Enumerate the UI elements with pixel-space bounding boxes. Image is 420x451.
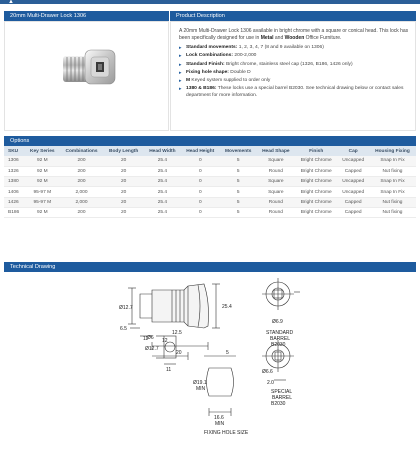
bullet-arrow-icon: ▸	[179, 45, 182, 52]
dim-d19-1: Ø19.1	[193, 380, 207, 386]
options-header: Options	[4, 136, 416, 146]
col-head-height: Head Height	[181, 146, 220, 156]
col-finish: Finish	[295, 146, 337, 156]
options-table	[4, 146, 416, 218]
cell-body-length: 20	[103, 207, 144, 217]
cell-combinations: 200	[60, 156, 104, 166]
dim-min-1: MIN	[196, 386, 206, 392]
cell-head-height: 0	[181, 177, 220, 187]
technical-drawing-header: Technical Drawing	[4, 262, 416, 272]
cell-head-height: 0	[181, 197, 220, 207]
special-barrel-labels	[262, 369, 292, 407]
bullet-special-barrel: ▸ 1380 & B186: These locks use a special barrel B2030. See technical drawing below or contact sales department for more information.	[179, 86, 404, 98]
col-head-width: Head Width	[144, 146, 181, 156]
technical-drawing	[4, 272, 416, 444]
dim-d6-9: Ø6.9	[272, 319, 283, 325]
cell-finish: Bright Chrome	[295, 177, 337, 187]
cell-head-width: 25.4	[144, 156, 181, 166]
cell-sku: 1306	[4, 156, 25, 166]
cell-sku: 1426	[4, 197, 25, 207]
cell-head-width: 25.4	[144, 177, 181, 187]
fixing-hole-labels	[193, 380, 249, 436]
special-barrel-line2: BARREL	[272, 395, 293, 401]
top-nav-strip	[0, 0, 420, 4]
cell-cap: Uncapped	[337, 177, 368, 187]
dim-min-2: MIN	[215, 421, 225, 427]
bullet-lock-combinations: ▸ Lock Combinations: 200-2,000	[179, 53, 257, 60]
bullet-fixing-hole-shape: ▸ Fixing hole shape: Double D	[179, 69, 251, 76]
cell-head-shape: Square	[257, 187, 295, 197]
cell-combinations: 2,000	[60, 187, 104, 197]
cell-movements: 5	[220, 187, 257, 197]
lock-product-image	[5, 22, 170, 132]
bullet-arrow-icon: ▸	[179, 69, 182, 76]
cell-housing-fixing: Snap In Fix	[369, 156, 416, 166]
cell-key-series: 92 M	[25, 156, 60, 166]
cell-head-shape: Round	[257, 207, 295, 217]
table-row	[4, 177, 416, 187]
description-text	[179, 28, 411, 99]
cell-finish: Bright Chrome	[295, 187, 337, 197]
dim-12-5: 12.5	[172, 330, 182, 336]
cell-key-series: 95-97 M	[25, 187, 60, 197]
dim-25-4: 25.4	[222, 304, 232, 310]
cell-key-series: 92 M	[25, 207, 60, 217]
cell-combinations: 200	[60, 177, 104, 187]
dim-12: 12	[162, 338, 168, 344]
options-header-row	[4, 146, 416, 156]
special-barrel-line1: SPECIAL	[271, 389, 293, 395]
standard-barrel-labels	[266, 319, 294, 348]
cell-head-height: 0	[181, 156, 220, 166]
dim-20: 20	[176, 350, 182, 356]
cell-head-width: 25.4	[144, 187, 181, 197]
product-image-panel	[4, 21, 169, 131]
bullet-arrow-icon: ▸	[179, 61, 182, 68]
cell-movements: 5	[220, 177, 257, 187]
dim-2-0: 2.0	[267, 380, 274, 386]
cell-head-height: 0	[181, 166, 220, 176]
cell-finish: Bright Chrome	[295, 197, 337, 207]
cell-housing-fixing: Snap In Fix	[369, 187, 416, 197]
dim-d12-7b: Ø12.7	[145, 346, 159, 352]
dim-d6: Ø6	[147, 335, 154, 341]
cell-combinations: 200	[60, 207, 104, 217]
cell-housing-fixing: Nut fixing	[369, 166, 416, 176]
cell-body-length: 20	[103, 166, 144, 176]
cell-cap: Uncapped	[337, 156, 368, 166]
cell-head-width: 25.4	[144, 166, 181, 176]
standard-barrel-line3: B2030	[271, 342, 286, 348]
cell-body-length: 20	[103, 197, 144, 207]
col-key-series: Key Series	[25, 146, 60, 156]
cell-combinations: 2,000	[60, 197, 104, 207]
fixing-hole-caption: FIXING HOLE SIZE	[204, 430, 249, 436]
bullet-arrow-icon: ▸	[179, 86, 182, 93]
cell-key-series: 92 M	[25, 166, 60, 176]
cell-finish: Bright Chrome	[295, 207, 337, 217]
cell-body-length: 20	[103, 177, 144, 187]
cell-head-height: 0	[181, 187, 220, 197]
fixing-hole-view	[207, 368, 234, 416]
cell-movements: 5	[220, 197, 257, 207]
cell-key-series: 95-97 M	[25, 197, 60, 207]
cell-combinations: 200	[60, 166, 104, 176]
cell-cap: Capped	[337, 207, 368, 217]
product-title-bar: 20mm Multi-Drawer Lock 1306	[4, 11, 169, 21]
cell-body-length: 20	[103, 156, 144, 166]
dim-6-5: 6.5	[120, 326, 127, 332]
bullet-arrow-icon: ▸	[179, 78, 182, 84]
cell-head-height: 0	[181, 207, 220, 217]
cell-sku: 1380	[4, 177, 25, 187]
col-movements: Movements	[220, 146, 257, 156]
cell-movements: 5	[220, 207, 257, 217]
col-sku: SKU	[4, 146, 25, 156]
cell-housing-fixing: Snap In Fix	[369, 177, 416, 187]
table-row	[4, 207, 416, 217]
bullet-standard-finish: ▸ Standard Finish: Bright chrome, stainless steel cap (1326, B186, 1426 only)	[179, 61, 353, 68]
dim-11b: 11	[166, 367, 172, 373]
standard-barrel-view	[262, 278, 300, 310]
special-barrel-line3: B2030	[271, 401, 286, 407]
cell-movements: 5	[220, 166, 257, 176]
dim-16-6: 16.6	[214, 415, 224, 421]
table-row	[4, 187, 416, 197]
product-description-panel	[170, 21, 416, 131]
col-body-length: Body Length	[103, 146, 144, 156]
cell-finish: Bright Chrome	[295, 156, 337, 166]
cell-head-shape: Square	[257, 156, 295, 166]
cell-sku: B186	[4, 207, 25, 217]
cell-key-series: 92 M	[25, 177, 60, 187]
bullet-arrow-icon: ▸	[179, 53, 182, 60]
col-cap: Cap	[337, 146, 368, 156]
cell-head-shape: Square	[257, 177, 295, 187]
cell-body-length: 20	[103, 187, 144, 197]
cell-head-shape: Round	[257, 166, 295, 176]
chevron-up-icon: ▲	[8, 0, 14, 5]
bullet-keyed-system: ▸ M Keyed system supplied to order only	[179, 78, 271, 84]
col-combinations: Combinations	[60, 146, 104, 156]
cell-housing-fixing: Nut fixing	[369, 197, 416, 207]
dim-d12-7: Ø12.7	[119, 305, 133, 311]
cell-head-width: 25.4	[144, 207, 181, 217]
table-row	[4, 197, 416, 207]
cell-housing-fixing: Nut fixing	[369, 207, 416, 217]
standard-barrel-line2: BARREL	[270, 336, 291, 342]
description-intro: A 20mm Multi-Drawer Lock 1306 available in bright chrome with a square or conical head. This lock has been specifically designed for use in Metal and Wooden Office Furniture.	[179, 28, 409, 41]
product-description-header: Product Description	[170, 11, 416, 21]
technical-drawing-panel	[4, 272, 416, 444]
cell-cap: Capped	[337, 197, 368, 207]
dim-5: 5	[226, 350, 229, 356]
cell-head-shape: Round	[257, 197, 295, 207]
table-row	[4, 166, 416, 176]
cell-sku: 1326	[4, 166, 25, 176]
col-head-shape: Head Shape	[257, 146, 295, 156]
bullet-standard-movements: ▸ Standard movements: 1, 2, 3, 4, 7 (8 and 9 available on 1306)	[179, 45, 324, 52]
col-housing-fixing: Housing Fixing	[369, 146, 416, 156]
dim-d6-6: Ø6.6	[262, 369, 273, 375]
cell-finish: Bright Chrome	[295, 166, 337, 176]
cell-sku: 1406	[4, 187, 25, 197]
standard-barrel-line1: STANDARD	[266, 330, 294, 336]
cell-head-width: 25.4	[144, 197, 181, 207]
cell-cap: Capped	[337, 166, 368, 176]
dim-11: 11	[143, 336, 149, 342]
lock-body	[63, 50, 115, 84]
cell-cap: Uncapped	[337, 187, 368, 197]
cell-movements: 5	[220, 156, 257, 166]
table-row	[4, 156, 416, 166]
